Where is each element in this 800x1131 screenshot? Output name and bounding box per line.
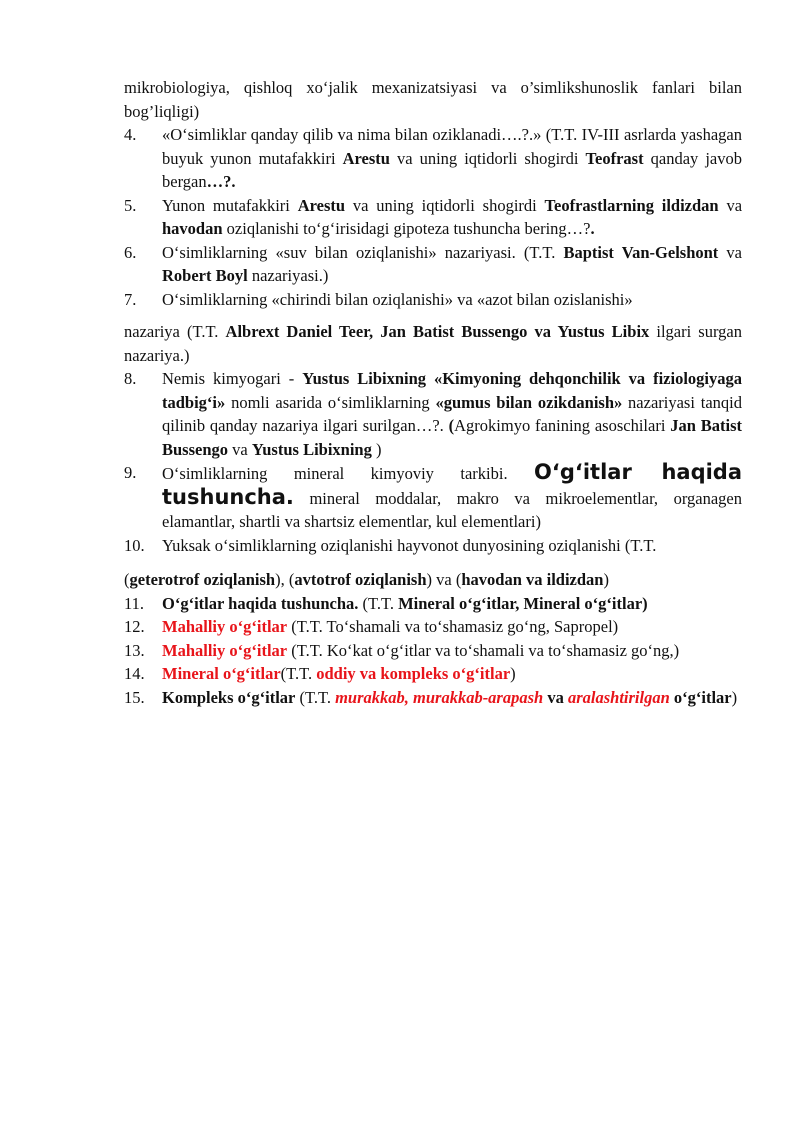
bold-run: Baptist Van-Gelshont [563, 242, 719, 262]
text-run: va [718, 195, 743, 215]
text-run: (T.T. [280, 664, 317, 683]
item-number: 7. [124, 289, 137, 309]
bold-run: Teofrastlarning ildizdan [544, 195, 719, 215]
list-item-10-continued [124, 568, 742, 592]
bold-run: O‘g‘itlar haqida tushuncha. [162, 593, 359, 613]
bold-run: avtotrof oziqlanish [294, 570, 427, 589]
item-number: 8. [124, 369, 137, 388]
bold-run: havodan [162, 219, 223, 238]
bold-run: Albrext Daniel Teer, Jan Batist Bussengo va Yustus Libix [225, 322, 650, 341]
list-item-4 [124, 123, 742, 194]
text-run: (T.T. Ko‘kat o‘g‘itlar va to‘shamali va to‘shamasiz go‘ng,) [287, 640, 680, 660]
list-item-15 [124, 686, 742, 710]
bold-run: Teofrast [585, 148, 644, 168]
list-item-12 [124, 615, 742, 639]
item-text [162, 662, 742, 686]
item-text [162, 241, 742, 288]
list-item-7-continued [124, 320, 742, 367]
bold-run: ( [448, 416, 455, 435]
heading-run: O‘g‘itlar haqida tushuncha. [162, 460, 742, 509]
item-number: 9. [124, 463, 137, 482]
bold-run: …?. [206, 172, 236, 191]
text-run: va [718, 242, 742, 262]
text-run: O‘simliklarning mineral kimyoviy tarkibi. [162, 464, 535, 483]
item-text [162, 461, 742, 534]
intro-text: mikrobiologiya, qishloq xo‘jalik mexanizatsiyasi va o’simlikshunoslik fanlari bilan bog’liqligi) [124, 78, 742, 121]
text-run: (T.T. [295, 687, 336, 707]
text-run: va uning iqtidorli shogirdi [389, 148, 586, 168]
list-item-8 [124, 367, 742, 461]
item-text [162, 194, 742, 241]
text-run: (T.T. To‘shamali va to‘shamasiz go‘ng, Sapropel) [287, 617, 619, 636]
list-item-14 [124, 662, 742, 686]
item-text [162, 639, 742, 663]
item-text [162, 615, 742, 639]
text-run: O‘simliklarning «suv bilan oziqlanishi» nazariyasi. (T.T. [162, 242, 564, 262]
text-run: ) [603, 570, 609, 589]
bold-run: Mineral o‘g‘itlar, Mineral o‘g‘itlar) [398, 593, 648, 613]
item-number: 15. [124, 687, 145, 707]
item-number: 4. [124, 125, 137, 144]
item-number: 11. [124, 593, 145, 613]
bold-run: Arestu [297, 195, 346, 215]
text-run: qanday javob bergan [162, 148, 742, 191]
text-run: Yunon mutafakkiri [162, 195, 298, 215]
list-item-6 [124, 241, 742, 288]
red-bold-run: Mahalliy o‘g‘itlar [162, 617, 288, 636]
item-number: 10. [124, 535, 145, 555]
paragraph-intro [124, 76, 742, 123]
list-item-5 [124, 194, 742, 241]
bold-run: havodan va ildizdan [461, 570, 604, 589]
text-run: mineral moddalar, makro va mikroelementlar, organagen elamantlar, shartli va shartsiz elementlar, kul elementlari) [162, 488, 742, 531]
text-run: ), ( [275, 570, 295, 589]
text-run: ( [124, 570, 130, 589]
item-text [162, 367, 742, 461]
document-page [124, 76, 742, 709]
bold-run: o‘g‘itlar [669, 687, 732, 707]
text-run: nomli asarida o‘simliklarning [225, 392, 436, 412]
item-number: 12. [124, 617, 145, 636]
item-text [162, 534, 742, 558]
item-number: 6. [124, 242, 137, 262]
list-item-13 [124, 639, 742, 663]
list-item-10 [124, 534, 742, 558]
bold-run: geterotrof oziqlanish [129, 570, 276, 589]
item-number: 14. [124, 664, 145, 683]
item-number: 13. [124, 640, 145, 660]
text-run: oziqlanishi to‘g‘irisidagi gipoteza tushuncha bering…? [222, 219, 591, 238]
bold-run: . [590, 219, 595, 238]
text-run: va [228, 439, 252, 459]
text-run: «O‘simliklar qanday qilib va nima bilan oziklanadi….?.» (T.T. IV-III asrlarda yashagan buyuk yunon mutafakkiri [162, 125, 742, 168]
bold-run: «gumus bilan ozikdanish» [435, 392, 623, 412]
bold-run: va [543, 687, 568, 707]
text-run: nazariyasi tanqid qilinib qanday nazariya ilgari surilgan…?. [162, 392, 742, 435]
text-run: Yuksak o‘simliklarning oziqlanishi hayvonot dunyosining oziqlanishi (T.T. [162, 535, 657, 555]
bold-run: Jan Batist Bussengo [162, 416, 742, 459]
text-run: ) va ( [426, 570, 462, 589]
bold-run: Yustus Libixning [251, 439, 372, 459]
list-item-7 [124, 288, 742, 312]
item-text [162, 123, 742, 194]
item-text [162, 592, 742, 616]
text-run: ) [731, 687, 738, 707]
item-text [162, 288, 742, 312]
text-run: ) [510, 664, 516, 683]
text-run: Agrokimyo fanining asoschilari [454, 416, 671, 435]
list-item-11 [124, 592, 742, 616]
bold-run: Arestu [342, 148, 390, 168]
bold-run: Kompleks o‘g‘itlar [162, 687, 296, 707]
red-bold-run: oddiy va kompleks o‘g‘itlar [316, 664, 511, 683]
list-item-9 [124, 461, 742, 534]
red-italic-run: aralashtirilgan [567, 687, 670, 707]
red-italic-run: murakkab, murakkab-arapash [335, 687, 544, 707]
red-bold-run: Mahalliy o‘g‘itlar [162, 640, 288, 660]
item-text [162, 686, 742, 710]
text-run: ) [371, 439, 382, 459]
bold-run: Robert Boyl [162, 266, 248, 285]
text-run: O‘simliklarning «chirindi bilan oziqlanishi» va «azot bilan ozislanishi» [162, 289, 633, 309]
text-run: Nemis kimyogari - [162, 369, 303, 388]
text-run: (T.T. [358, 593, 399, 613]
item-number: 5. [124, 195, 137, 215]
text-run: va uning iqtidorli shogirdi [345, 195, 545, 215]
bold-run: Yustus Libixning «Kimyoning dehqonchilik va fiziologiyaga tadbig‘i» [162, 369, 742, 412]
red-bold-run: Mineral o‘g‘itlar [162, 664, 281, 683]
text-run: nazariya (T.T. [124, 322, 226, 341]
text-run: nazariyasi.) [247, 266, 329, 285]
text-run: ilgari surgan nazariya.) [124, 322, 742, 365]
